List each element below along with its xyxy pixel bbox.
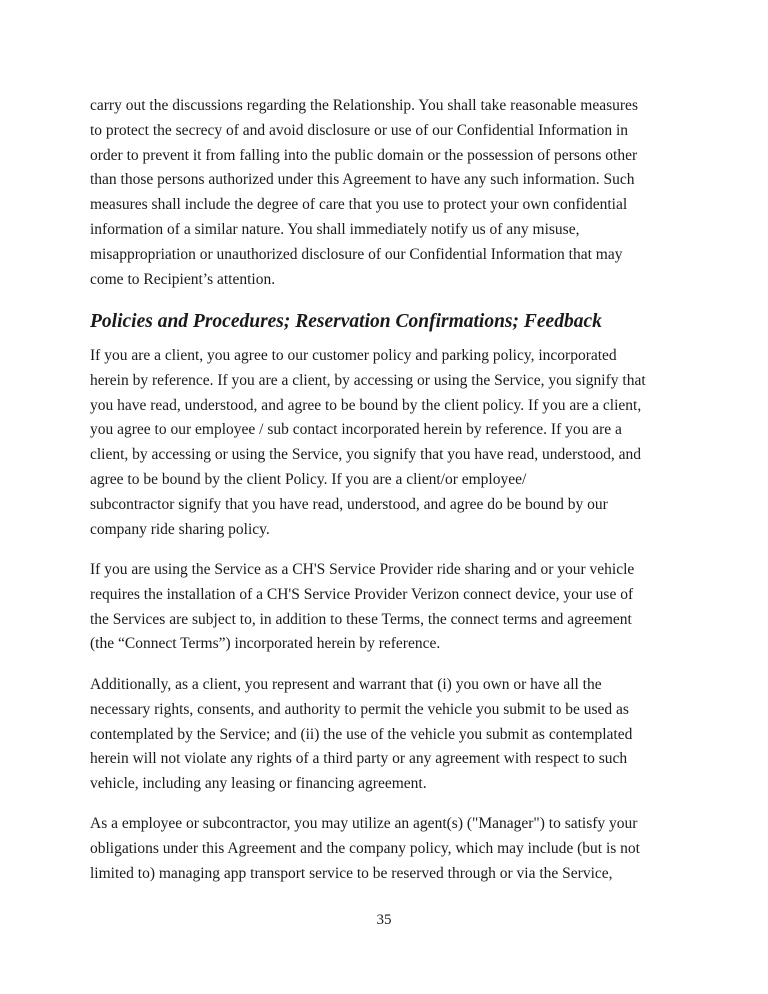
text-line: Additionally, as a client, you represent and warrant that (i) you own or have all the xyxy=(90,676,602,693)
text-line: order to prevent it from falling into the public domain or the possession of persons other xyxy=(90,146,638,164)
text-line: information of a similar nature. You shall immediately notify us of any misuse, xyxy=(90,220,580,238)
text-line: If you are using the Service as a CH'S Service Provider ride sharing and or your vehicle xyxy=(90,561,635,578)
text-line: the Services are subject to, in addition to these Terms, the connect terms and agreement xyxy=(90,610,632,628)
text-line: measures shall include the degree of care that you use to protect your own confidential xyxy=(90,196,628,214)
text-line: herein will not violate any rights of a third party or any agreement with respect to such xyxy=(90,750,628,768)
text-line: obligations under this Agreement and the company policy, which may include (but is not xyxy=(90,839,640,857)
text-line: to protect the secrecy of and avoid disclosure or use of our Confidential Information in xyxy=(90,121,629,139)
text-line: (the “Connect Terms”) incorporated herein by reference. xyxy=(90,635,441,653)
text-line: you agree to our employee / sub contact incorporated herein by reference. If you are a xyxy=(90,421,622,439)
text-line: come to Recipient’s attention. xyxy=(90,270,276,288)
text-line: If you are a client, you agree to our customer policy and parking policy, incorporated xyxy=(90,347,617,364)
text-line: herein by reference. If you are a client, by accessing or using the Service, you signify that xyxy=(90,371,646,389)
text-line: client, by accessing or using the Service, you signify that you have read, understood, and xyxy=(90,446,641,464)
text-line: company ride sharing policy. xyxy=(90,520,270,538)
paragraph-warranties xyxy=(90,673,690,797)
section-heading: Policies and Procedures; Reservation Confirmations; Feedback xyxy=(90,311,602,332)
text-line: vehicle, including any leasing or financing agreement. xyxy=(90,775,427,793)
paragraph-manager xyxy=(90,812,690,886)
text-line: than those persons authorized under this Agreement to have any such information. Such xyxy=(90,171,635,189)
paragraph-connect-terms xyxy=(90,558,690,657)
text-line: As a employee or subcontractor, you may utilize an agent(s) ("Manager") to satisfy your xyxy=(90,815,638,832)
text-line: you have read, understood, and agree to be bound by the client policy. If you are a client, xyxy=(90,396,642,414)
text-line: limited to) managing app transport service to be reserved through or via the Service, xyxy=(90,864,613,882)
text-line: requires the installation of a CH'S Service Provider Verizon connect device, your use of xyxy=(90,585,634,603)
paragraph-client-policy xyxy=(90,344,690,542)
text-line: necessary rights, consents, and authority to permit the vehicle you submit to be used as xyxy=(90,700,629,718)
text-line: carry out the discussions regarding the Relationship. You shall take reasonable measures xyxy=(90,97,638,114)
text-line: subcontractor signify that you have read, understood, and agree do be bound by our xyxy=(90,495,608,513)
text-line: contemplated by the Service; and (ii) the use of the vehicle you submit as contemplated xyxy=(90,725,633,743)
page-number: 35 xyxy=(376,912,392,928)
paragraph-confidentiality xyxy=(90,94,690,292)
text-line: agree to be bound by the client Policy. If you are a client/or employee/ xyxy=(90,470,527,488)
text-line: misappropriation or unauthorized disclosure of our Confidential Information that may xyxy=(90,245,623,263)
